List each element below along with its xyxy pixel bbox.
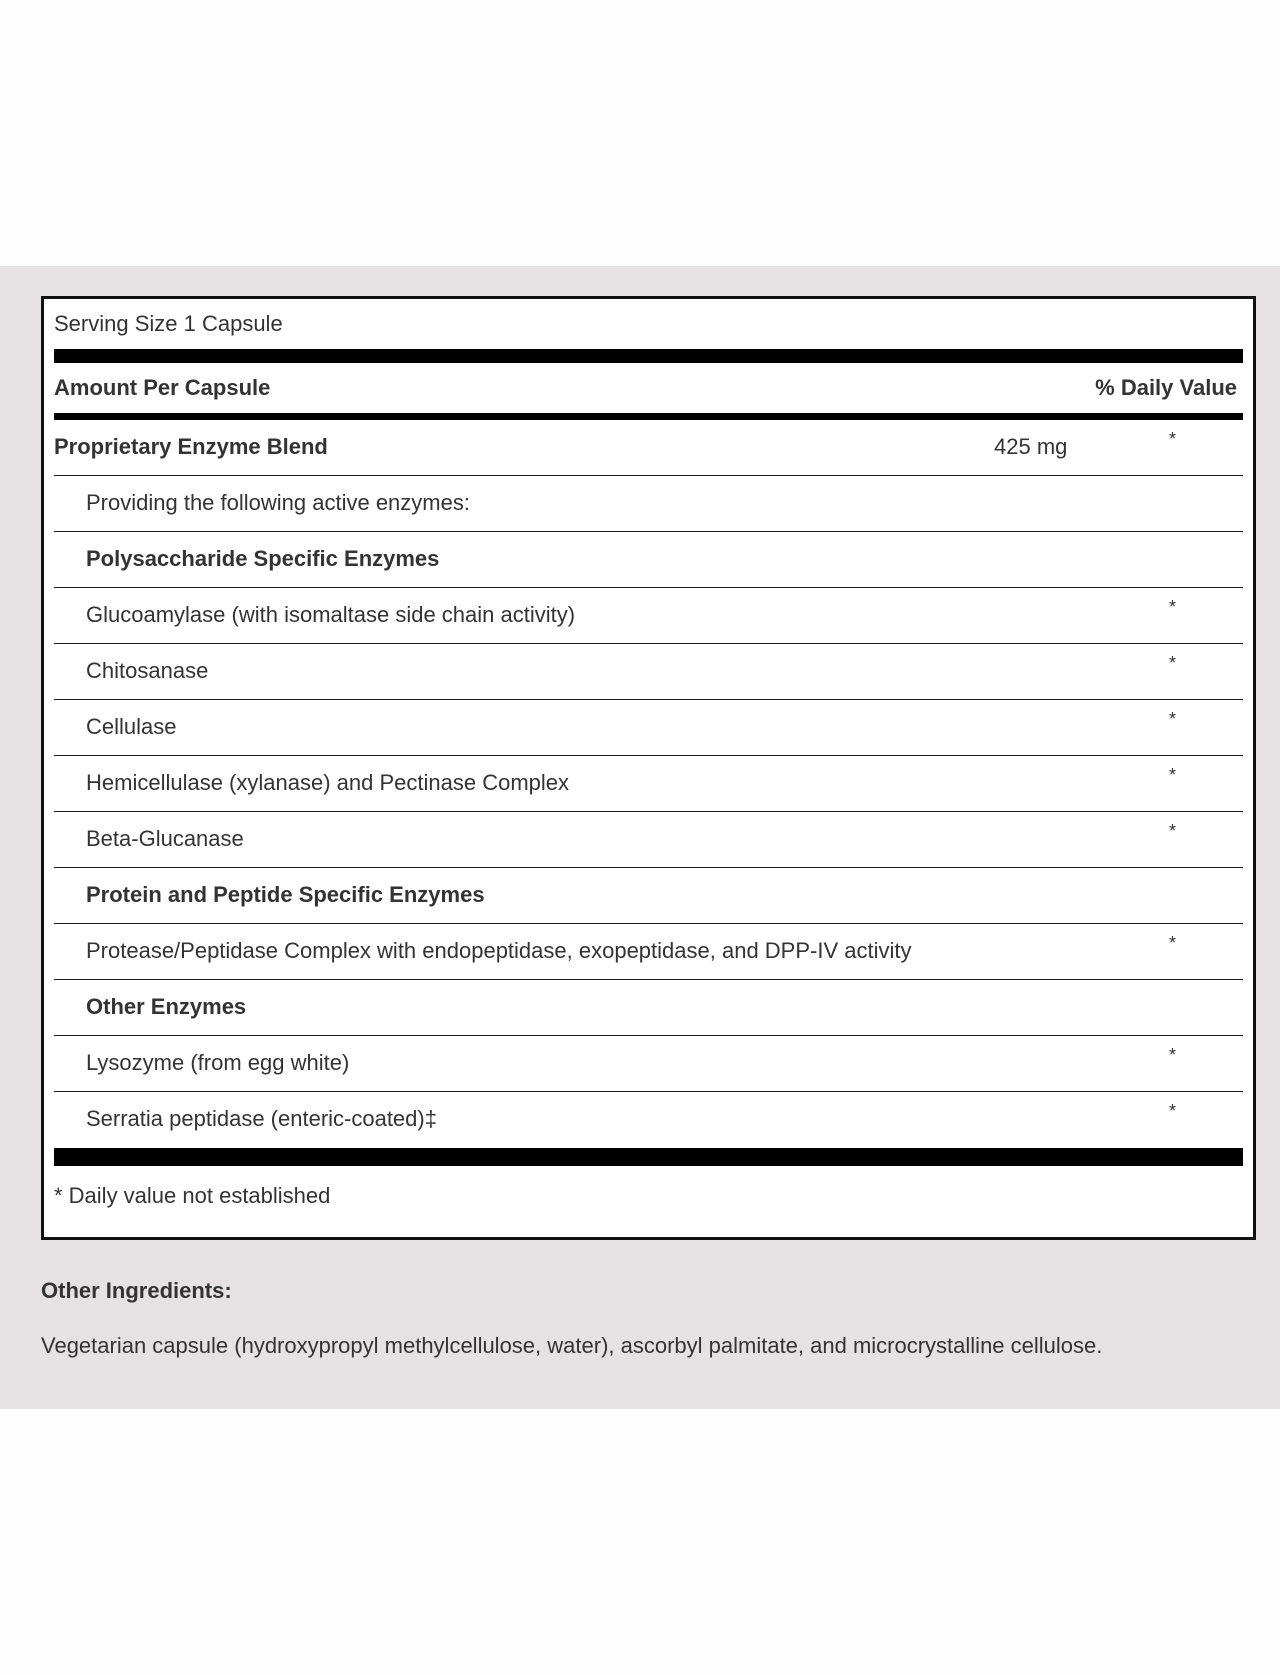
ingredient-name: Protein and Peptide Specific Enzymes <box>86 882 485 907</box>
ingredient-name: Polysaccharide Specific Enzymes <box>86 546 440 571</box>
facts-row <box>54 700 1243 756</box>
supplement-facts-inner <box>54 299 1243 1226</box>
supplement-facts-panel <box>41 296 1256 1240</box>
ingredient-name: Chitosanase <box>86 658 209 683</box>
daily-value-mark: * <box>1169 709 1177 729</box>
other-ingredients-title: Other Ingredients: <box>41 1278 232 1303</box>
facts-row <box>54 756 1243 812</box>
facts-header-row <box>54 363 1243 413</box>
daily-value-mark: * <box>1169 1101 1177 1121</box>
ingredient-name: Providing the following active enzymes: <box>86 490 470 515</box>
facts-row <box>54 812 1243 868</box>
ingredient-name: Serratia peptidase (enteric-coated)‡ <box>86 1106 437 1131</box>
facts-row <box>54 924 1243 980</box>
ingredient-name: Lysozyme (from egg white) <box>86 1050 350 1075</box>
daily-value-mark: * <box>1169 933 1177 953</box>
facts-section-heading <box>54 980 1243 1036</box>
facts-row <box>54 588 1243 644</box>
daily-value-mark: * <box>1169 429 1177 449</box>
daily-value-mark: * <box>1169 597 1177 617</box>
divider-medium <box>54 413 1243 420</box>
ingredient-amount: 425 mg <box>994 434 1068 459</box>
daily-value-mark: * <box>1169 1045 1177 1065</box>
daily-value-label: % Daily Value <box>1095 375 1237 400</box>
divider-bottom <box>54 1148 1243 1166</box>
facts-row <box>54 1092 1243 1148</box>
facts-row <box>54 420 1243 476</box>
ingredient-name: Other Enzymes <box>86 994 247 1019</box>
ingredient-name: Proprietary Enzyme Blend <box>54 434 328 459</box>
serving-size: Serving Size 1 Capsule <box>54 311 283 336</box>
facts-row <box>54 1036 1243 1092</box>
ingredient-name: Protease/Peptidase Complex with endopeptidase, exopeptidase, and DPP-IV activity <box>86 938 912 963</box>
facts-section-heading <box>54 532 1243 588</box>
facts-section-heading <box>54 868 1243 924</box>
daily-value-mark: * <box>1169 765 1177 785</box>
ingredient-name: Glucoamylase (with isomaltase side chain activity) <box>86 602 576 627</box>
ingredient-name: Hemicellulase (xylanase) and Pectinase Complex <box>86 770 570 795</box>
divider-thick <box>54 349 1243 363</box>
facts-row <box>54 476 1243 532</box>
amount-per-label: Amount Per Capsule <box>54 375 271 400</box>
ingredient-name: Beta-Glucanase <box>86 826 244 851</box>
ingredient-name: Cellulase <box>86 714 177 739</box>
other-ingredients-text: Vegetarian capsule (hydroxypropyl methylcellulose, water), ascorbyl palmitate, and microcrystalline cellulose. <box>41 1333 1103 1358</box>
facts-row <box>54 644 1243 700</box>
daily-value-mark: * <box>1169 653 1177 673</box>
daily-value-mark: * <box>1169 821 1177 841</box>
daily-value-footnote: * Daily value not established <box>54 1183 331 1208</box>
